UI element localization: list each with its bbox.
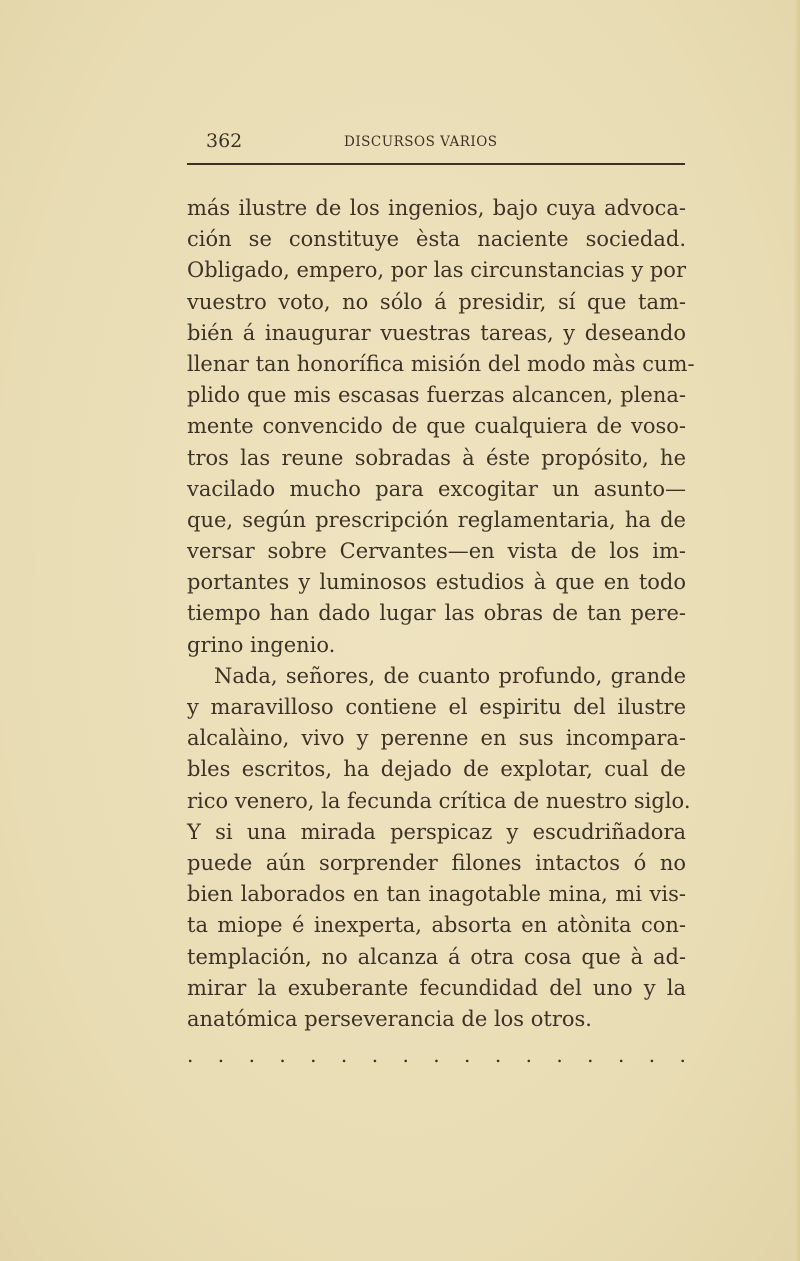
text-line: que, según prescripción reglamentaria, ha de	[187, 507, 686, 532]
ellipsis-dot: .	[310, 1043, 317, 1067]
text-line: más ilustre de los ingenios, bajo cuya advoca-	[187, 196, 686, 220]
ellipsis-dot: .	[248, 1043, 255, 1067]
ellipsis-row	[187, 1043, 686, 1067]
text-line: y maravilloso contiene el espiritu del ilustre	[187, 695, 686, 719]
header-rule	[187, 163, 685, 165]
ellipsis-dot: .	[556, 1043, 563, 1067]
text-line: Y si una mirada perspicaz y escudriñadora	[187, 819, 686, 844]
text-line: bién á inaugurar vuestras tareas, y deseando	[187, 320, 686, 345]
ellipsis-dot: .	[217, 1043, 225, 1067]
ellipsis-dot: .	[340, 1043, 348, 1067]
text-line: anatómica perseverancia de los otros.	[187, 1006, 592, 1031]
text-line: Nada, señores, de cuanto profundo, grande	[214, 663, 686, 688]
ellipsis-dot: .	[679, 1043, 686, 1067]
text-line: tiempo han dado lugar las obras de tan pere-	[187, 601, 686, 626]
text-line: versar sobre Cervantes—en vista de los im-	[187, 539, 686, 564]
text-line: templación, no alcanza á otra cosa que à ad-	[187, 944, 686, 969]
page-number: 362	[206, 130, 243, 152]
text-line: mirar la exuberante fecundidad del uno y la	[187, 975, 686, 1000]
ellipsis-dot: .	[402, 1043, 409, 1067]
ellipsis-dot: .	[464, 1043, 471, 1067]
text-line: llenar tan honorífica misión del modo màs cum-	[187, 351, 695, 376]
ellipsis-dot: .	[187, 1043, 194, 1067]
text-line: puede aún sorprender filones intactos ó no	[187, 850, 686, 875]
text-line: ta miope é inexperta, absorta en atònita con-	[187, 913, 686, 938]
ellipsis-dot: .	[433, 1043, 440, 1067]
text-line: portantes y luminosos estudios à que en todo	[187, 570, 686, 595]
ellipsis-dot: .	[525, 1043, 532, 1067]
text-line: ción se constituye èsta naciente sociedad.	[187, 227, 686, 252]
running-header	[206, 130, 686, 156]
text-line: mente convencido de que cualquiera de voso-	[187, 414, 686, 439]
text-line: rico venero, la fecunda crítica de nuestro siglo.	[187, 788, 691, 813]
text-line: bles escritos, ha dejado de explotar, cual de	[187, 757, 686, 782]
text-line: bien laborados en tan inagotable mina, mi vis-	[187, 882, 686, 907]
text-line: vuestro voto, no sólo á presidir, sí que tam-	[187, 289, 686, 314]
page-edge	[794, 0, 800, 1261]
ellipsis-dot: .	[494, 1043, 502, 1067]
ellipsis-dot: .	[648, 1043, 656, 1067]
text-line: Obligado, empero, por las circunstancias y por	[187, 258, 686, 283]
text-line: tros las reune sobradas à éste propósito, he	[187, 445, 686, 470]
ellipsis-dot: .	[587, 1043, 594, 1067]
ellipsis-dot: .	[279, 1043, 286, 1067]
body-text	[187, 193, 695, 1035]
ellipsis-dot: .	[617, 1043, 625, 1067]
text-line: vacilado mucho para excogitar un asunto—	[187, 476, 686, 501]
text-line: alcalàino, vivo y perenne en sus incompara-	[187, 726, 686, 751]
text-line: plido que mis escasas fuerzas alcancen, plena-	[187, 383, 686, 408]
text-line: grino ingenio.	[187, 632, 336, 657]
ellipsis-dot: .	[371, 1043, 379, 1067]
running-title: DISCURSOS VARIOS	[344, 134, 498, 150]
